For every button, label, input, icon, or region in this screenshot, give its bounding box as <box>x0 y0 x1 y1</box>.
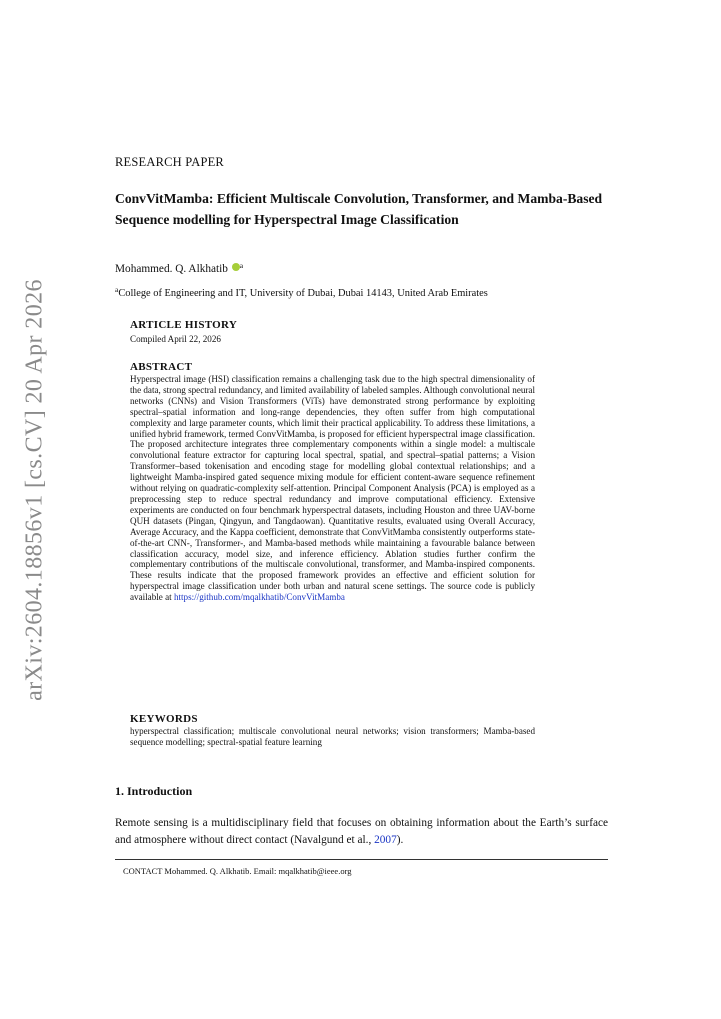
keywords-text: hyperspectral classification; multiscale convolutional neural networks; vision transformers; Mamba-based sequence modelling; spectral-spatial feature learning <box>130 726 535 747</box>
source-code-link[interactable]: https://github.com/mqalkhatib/ConvVitMamba <box>173 592 345 603</box>
article-history-heading: ARTICLE HISTORY <box>130 319 238 331</box>
introduction-heading: 1. Introduction <box>115 784 193 798</box>
affiliation <box>115 285 488 299</box>
orcid-icon[interactable] <box>232 263 240 271</box>
arxiv-identifier: arXiv:2604.18856v1 [cs.CV] 20 Apr 2026 <box>21 279 48 701</box>
affiliation-text: College of Engineering and IT, University of Dubai, Dubai 14143, United Arab Emirates <box>118 288 488 299</box>
author-name: Mohammed. Q. Alkhatib <box>115 263 228 275</box>
abstract-heading: ABSTRACT <box>130 361 193 373</box>
abstract-text: Hyperspectral image (HSI) classification remains a challenging task due to the high spectral dimensionality of the data, strong spectral redundancy, and limited availability of labeled samples. Although convolutional neural networks (CNNs) and Vision Transformers (ViTs) have demonstrated strong performance by exploiting spectral–spatial information and long-range dependencies, they often suffer from high computational complexity and large parameter counts, which limit their practical applicability. To address these limitations, a unified hybrid framework, termed ConvVitMamba, is proposed for efficient hyperspectral image classification. The proposed architecture integrates three complementary components within a single model: a multiscale convolutional feature extractor for capturing local spectral, spatial, and spectral–spatial patterns; a Vision Transformer–based tokenisation and encoding stage for modelling global contextual relationships; and a lightweight Mamba-inspired gated sequence mixing module for efficient content-aware sequence refinement without relying on quadratic-complexity self-attention. Principal Component Analysis (PCA) is employed as a preprocessing step to reduce spectral redundancy and improve computational efficiency. Extensive experiments are conducted on four benchmark hyperspectral datasets, including Houston and three UAV-borne QUH datasets (Pingan, Qingyun, and Tangdaowan). Quantitative results, evaluated using Overall Accuracy, Average Accuracy, and the Kappa coefficient, demonstrate that ConvVitMamba consistently outperforms state-of-the-art CNN-, Transformer-, and Mamba-based methods while maintaining a favourable balance between classification accuracy, model size, and inference efficiency. Ablation studies further confirm the complementary contributions of the multiscale convolutional, transformer, and Mamba-inspired components. These results indicate that the proposed framework provides an effective and efficient solution for hyperspectral image classification under both urban and natural scene settings. The source code is publicly available at <box>130 374 535 603</box>
arxiv-identifier-sidebar <box>20 280 50 700</box>
keywords-heading: KEYWORDS <box>130 713 198 725</box>
contact-footnote: CONTACT Mohammed. Q. Alkhatib. Email: mqalkhatib@ieee.org <box>123 866 352 876</box>
paper-title: ConvVitMamba: Efficient Multiscale Convolution, Transformer, and Mamba-Based Sequence modelling for Hyperspectral Image Classification <box>115 191 603 227</box>
introduction-tail: ). <box>396 834 404 846</box>
author-affiliation-marker: a <box>239 261 244 270</box>
author-line <box>115 261 243 275</box>
citation-link[interactable]: 2007 <box>374 834 397 846</box>
abstract-body <box>130 374 535 603</box>
paper-type-label: RESEARCH PAPER <box>115 155 224 169</box>
affiliation-marker: a <box>115 285 119 294</box>
article-history-text: Compiled April 22, 2026 <box>130 334 221 344</box>
footnote-rule <box>115 859 608 860</box>
introduction-body <box>115 815 608 849</box>
introduction-text: Remote sensing is a multidisciplinary field that focuses on obtaining information about the Earth’s surface and atmosphere without direct contact (Navalgund et al., <box>115 817 608 846</box>
